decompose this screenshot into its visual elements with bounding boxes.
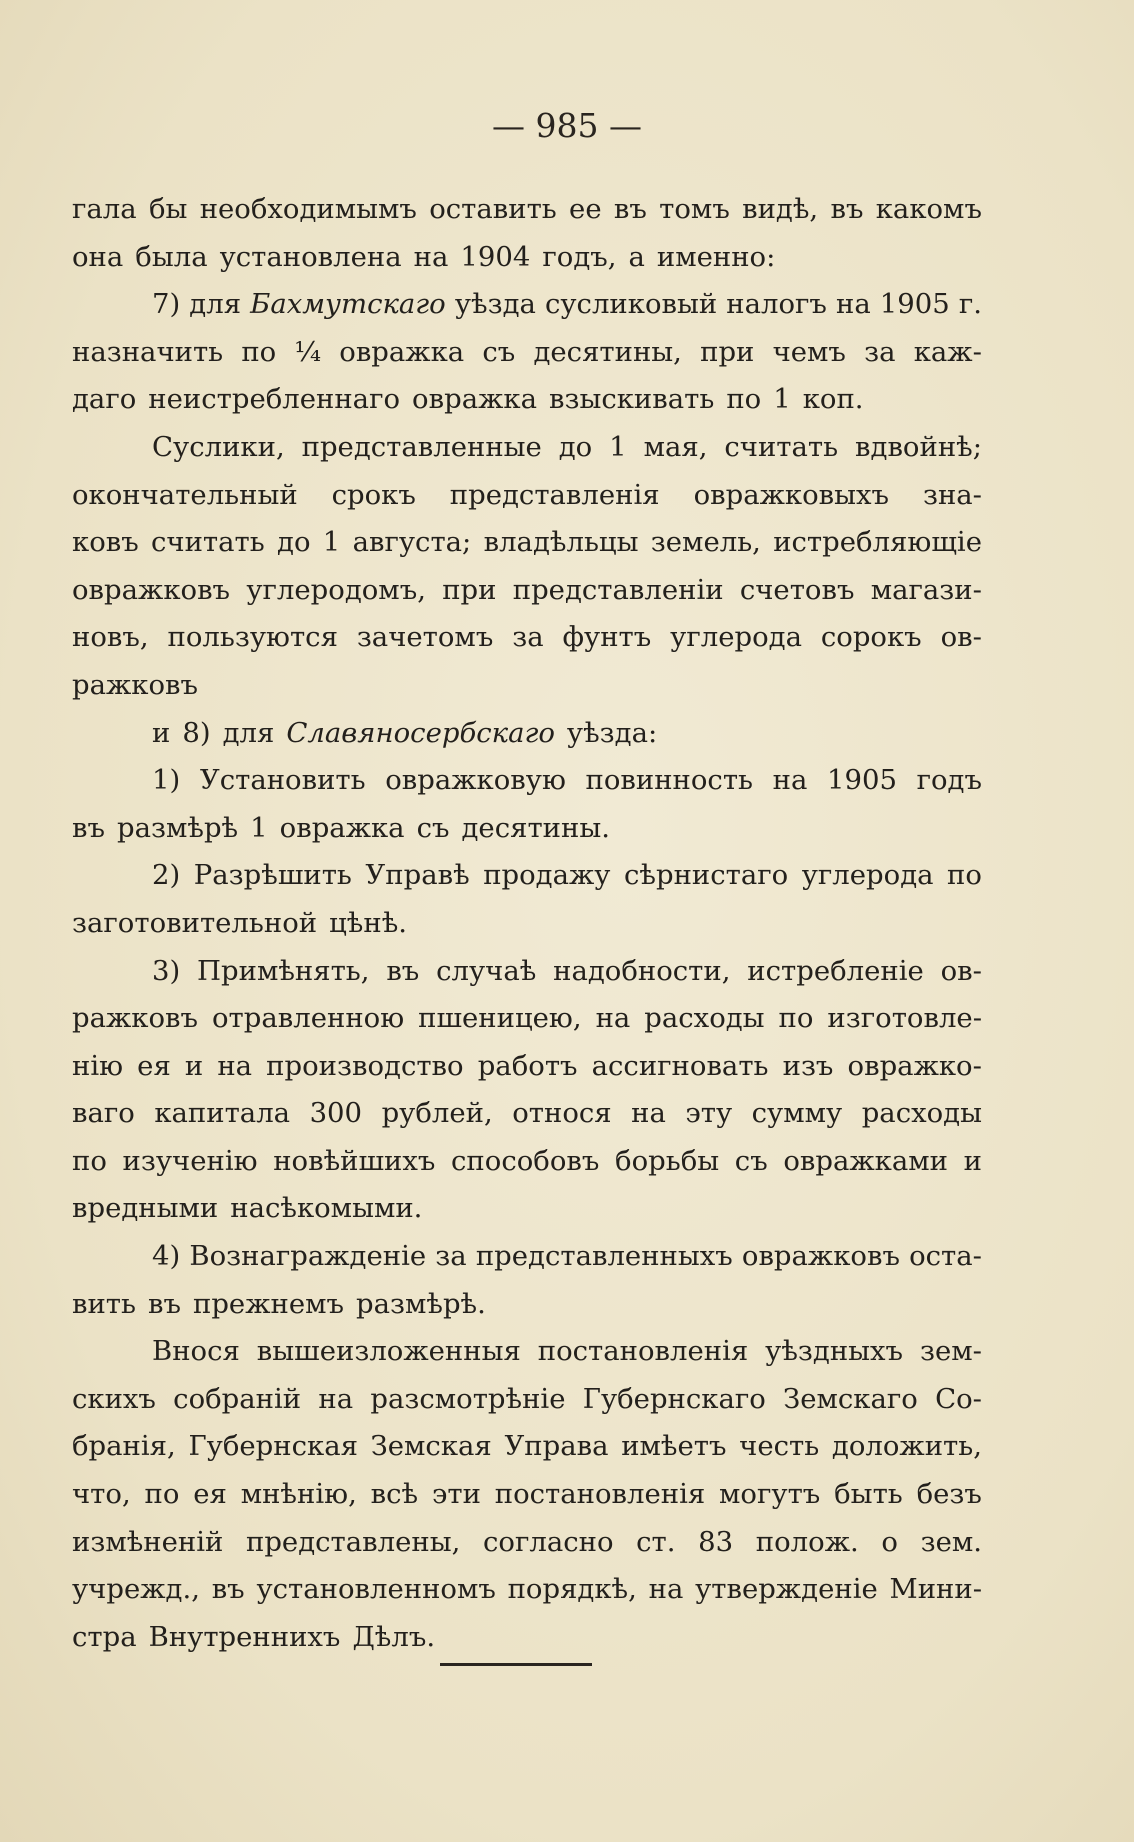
text-line: Внося вышеизложенныя постановленія уѣздныхъ зем- xyxy=(152,1335,982,1368)
text-line: нію ея и на производство работъ ассигновать изъ овражко- xyxy=(72,1049,982,1082)
text-line: 3) Примѣнять, въ случаѣ надобности, истребленіе ов- xyxy=(152,954,982,987)
text-line: 7) для Бахмутскаго уѣзда сусликовый налогъ на 1905 г. xyxy=(152,288,982,321)
text-line: ваго капитала 300 рублей, относя на эту сумму расходы xyxy=(72,1097,982,1130)
text-line: и 8) для Славяносербскаго уѣзда: xyxy=(152,716,658,749)
text-line: 1) Установить овражковую повинность на 1905 годъ xyxy=(152,764,982,797)
body-text xyxy=(72,186,982,1661)
text-line: ражковъ xyxy=(72,668,199,701)
text-line: измѣненій представлены, согласно ст. 83 полож. о зем. xyxy=(72,1525,982,1558)
closing-rule xyxy=(440,1663,592,1666)
text-line: бранія, Губернская Земская Управа имѣетъ честь доложить, xyxy=(72,1430,982,1463)
text-line: окончательный срокъ представленія овражковыхъ зна- xyxy=(72,478,982,511)
text-line: что, по ея мнѣнію, всѣ эти постановленія могутъ быть безъ xyxy=(72,1478,982,1511)
text-line: она была установлена на 1904 годъ, а именно: xyxy=(72,240,776,273)
text-line: скихъ собраній на разсмотрѣніе Губернскаго Земскаго Со- xyxy=(72,1382,982,1415)
text-line: по изученію новѣйшихъ способовъ борьбы съ овражками и xyxy=(72,1144,982,1177)
text-line: ковъ считать до 1 августа; владѣльцы земель, истребляющіе xyxy=(72,526,982,559)
page-number: — 985 — xyxy=(492,106,642,145)
text-line: даго неистребленнаго овражка взыскивать по 1 коп. xyxy=(72,383,864,416)
text-line: 4) Вознагражденіе за представленныхъ овражковъ оста- xyxy=(152,1240,982,1273)
text-line: 2) Разрѣшить Управѣ продажу сѣрнистаго углерода по xyxy=(152,859,982,892)
text-line: Суслики, представленные до 1 мая, считать вдвойнѣ; xyxy=(152,430,982,463)
text-line: заготовительной цѣнѣ. xyxy=(72,906,408,939)
text-line: вить въ прежнемъ размѣрѣ. xyxy=(72,1287,486,1320)
text-line: ражковъ отравленною пшеницею, на расходы по изготовле- xyxy=(72,1002,982,1035)
text-line: стра Внутреннихъ Дѣлъ. xyxy=(72,1620,436,1653)
text-line: новъ, пользуются зачетомъ за фунтъ углерода сорокъ ов- xyxy=(72,621,982,654)
text-line: овражковъ углеродомъ, при представленіи счетовъ магази- xyxy=(72,573,982,606)
text-line: въ размѣрѣ 1 овражка съ десятины. xyxy=(72,811,610,844)
text-line: вредными насѣкомыми. xyxy=(72,1192,423,1225)
text-line: учрежд., въ установленномъ порядкѣ, на утвержденіе Мини- xyxy=(72,1573,982,1606)
text-line: назначить по ¼ овражка съ десятины, при чемъ за каж- xyxy=(72,335,982,368)
text-line: гала бы необходимымъ оставить ее въ томъ видѣ, въ какомъ xyxy=(72,193,982,225)
